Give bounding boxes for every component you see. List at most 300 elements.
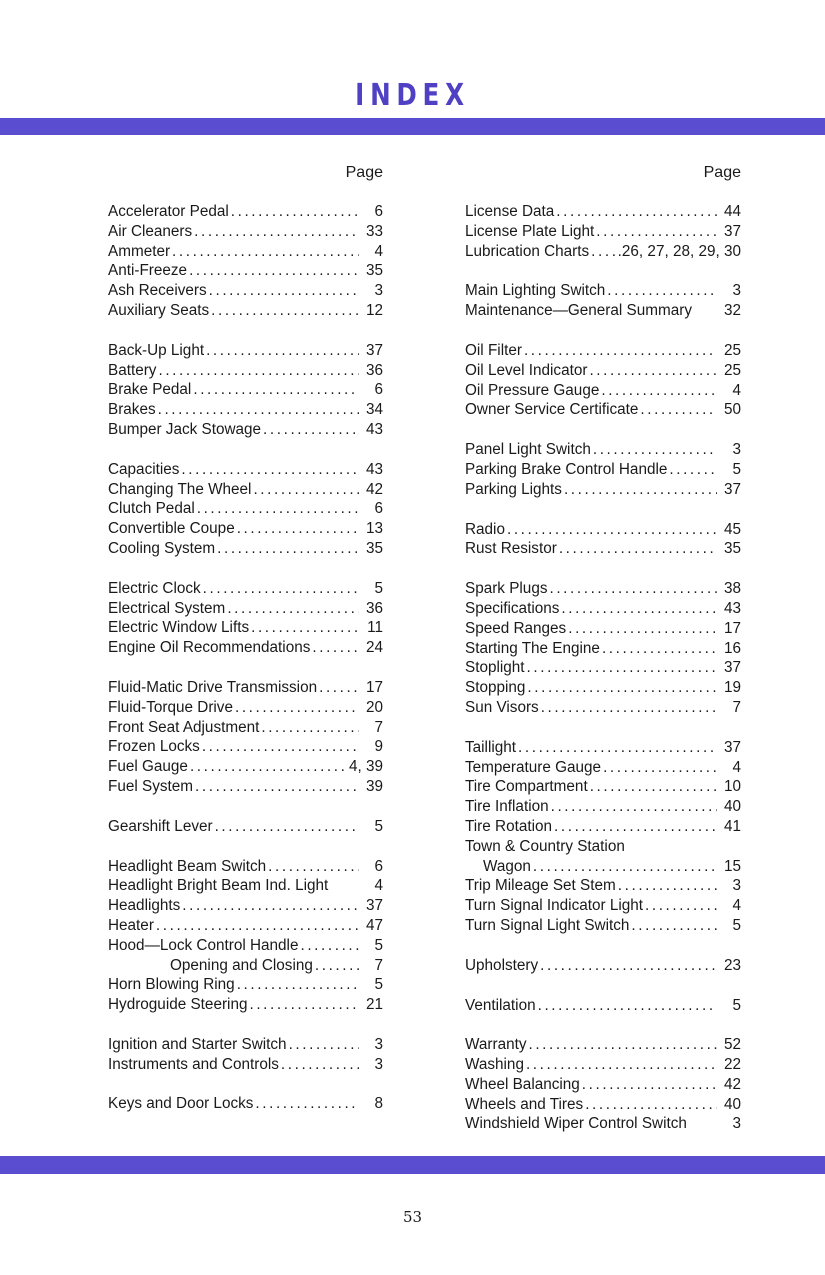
entry-page: 40 (723, 1095, 741, 1113)
leader-dots (618, 876, 717, 896)
index-entry (108, 420, 383, 440)
leader-dots (197, 499, 359, 519)
index-entry (108, 380, 383, 400)
index-entry (465, 400, 741, 420)
entry-page: 15 (723, 857, 741, 875)
index-group (108, 1035, 383, 1075)
index-group (108, 678, 383, 797)
index-entry (108, 876, 383, 896)
page-title: INDEX (355, 78, 470, 113)
entry-label: Electrical System (108, 599, 226, 617)
entry-page: 37 (723, 480, 741, 498)
entry-page: 5 (732, 916, 741, 934)
leader-dots (237, 975, 359, 995)
index-entry (108, 460, 383, 480)
entry-label: Washing (465, 1056, 524, 1074)
leader-dots (528, 1035, 717, 1055)
entry-page: 4 (732, 381, 741, 399)
index-column-right (465, 164, 741, 1154)
entry-page: 4, 39 (348, 758, 383, 776)
index-entry (465, 460, 741, 480)
leader-dots (631, 916, 717, 936)
entry-page: 3 (374, 1035, 383, 1053)
entry-label: Owner Service Certificate (465, 401, 639, 419)
leader-dots (227, 599, 359, 619)
entry-label: Ignition and Starter Switch (108, 1035, 287, 1053)
index-group (108, 857, 383, 1015)
entry-page: 23 (723, 956, 741, 974)
entry-label: Capacities (108, 460, 180, 478)
leader-dots (189, 261, 359, 281)
index-group (465, 1035, 741, 1134)
entry-page: 25 (723, 341, 741, 359)
leader-dots (556, 202, 717, 222)
entry-label: Front Seat Adjustment (108, 718, 260, 736)
leader-dots (568, 619, 717, 639)
entry-page: 19 (723, 679, 741, 697)
index-entry (108, 975, 383, 995)
index-entry (465, 301, 741, 321)
entry-page: 44 (723, 203, 741, 220)
entry-page: 4 (374, 877, 383, 895)
index-group (465, 202, 741, 261)
entry-label: Oil Filter (465, 341, 522, 359)
index-entry (108, 361, 383, 381)
entry-page: 16 (723, 639, 741, 657)
entry-page: 21 (365, 996, 383, 1014)
index-entry (465, 341, 741, 361)
entry-label: Turn Signal Indicator Light (465, 897, 643, 915)
entry-label: Temperature Gauge (465, 758, 602, 776)
index-group (465, 996, 741, 1016)
entry-page: .26, 27, 28, 29, 30 (617, 242, 741, 260)
index-entry (465, 996, 741, 1016)
entry-page: 5 (374, 579, 383, 597)
entry-label: Wheel Balancing (465, 1075, 580, 1093)
leader-dots (527, 678, 717, 698)
entry-label: Cooling System (108, 539, 216, 557)
entry-page: 25 (723, 361, 741, 379)
entry-page: 20 (365, 698, 383, 716)
entry-page: 33 (365, 222, 383, 240)
entry-label: Anti-Freeze (108, 262, 188, 280)
index-group (108, 460, 383, 559)
index-entry (465, 242, 741, 262)
leader-dots (640, 400, 717, 420)
entry-page: 5 (374, 936, 383, 954)
entry-label: Tire Rotation (465, 817, 553, 835)
leader-dots (211, 301, 359, 321)
index-entry (465, 777, 741, 797)
index-entry (465, 520, 741, 540)
entry-page: 4 (374, 242, 383, 260)
leader-dots (591, 242, 616, 262)
leader-dots (255, 1094, 359, 1114)
index-group (465, 956, 741, 976)
index-entry (108, 757, 383, 777)
leader-dots (590, 777, 717, 797)
leader-dots (541, 698, 717, 718)
index-group (108, 817, 383, 837)
index-entry (108, 857, 383, 877)
index-entry (108, 341, 383, 361)
index-entry (465, 797, 741, 817)
index-entry (465, 857, 741, 877)
index-entry (465, 837, 741, 857)
index-entry (465, 678, 741, 698)
leader-dots (202, 737, 359, 757)
leader-dots (603, 758, 717, 778)
entry-page: 36 (365, 599, 383, 617)
entry-page: 36 (365, 361, 383, 379)
index-entry (465, 1055, 741, 1075)
index-entry (465, 480, 741, 500)
leader-dots (190, 757, 347, 777)
entry-label: Ash Receivers (108, 282, 207, 300)
entry-page: 7 (374, 718, 383, 736)
entry-label: Gearshift Lever (108, 817, 213, 835)
entry-page: 6 (374, 500, 383, 518)
index-entry (108, 618, 383, 638)
leader-dots (206, 341, 359, 361)
entry-page: 13 (365, 520, 383, 538)
entry-page: 6 (374, 857, 383, 875)
leader-dots (645, 896, 717, 916)
entry-label: Instruments and Controls (108, 1055, 279, 1073)
entry-label: Main Lighting Switch (465, 282, 606, 300)
leader-dots (585, 1095, 717, 1115)
index-entry (465, 639, 741, 659)
bottom-divider-bar (0, 1156, 825, 1174)
entry-label: Wagon (483, 857, 531, 875)
index-entry (108, 1055, 383, 1075)
leader-dots (215, 817, 359, 837)
entry-label: Electric Clock (108, 579, 201, 597)
top-divider-bar (0, 118, 825, 135)
entry-label: Hydroguide Steering (108, 996, 248, 1014)
index-entry (465, 698, 741, 718)
entry-label: Clutch Pedal (108, 500, 195, 518)
entry-page: 17 (723, 619, 741, 637)
leader-dots (249, 995, 359, 1015)
entry-label: Ventilation (465, 996, 536, 1014)
leader-dots (158, 361, 359, 381)
entry-page: 17 (365, 678, 383, 696)
leader-dots (593, 440, 717, 460)
index-entry (465, 876, 741, 896)
entry-page: 22 (723, 1056, 741, 1074)
entry-page: 3 (732, 1115, 741, 1133)
entry-label: Parking Brake Control Handle (465, 460, 668, 478)
entry-label: Heater (108, 916, 154, 934)
entry-page: 52 (723, 1036, 741, 1054)
entry-page: 5 (732, 996, 741, 1014)
index-entry (465, 817, 741, 837)
entry-page: 7 (374, 956, 383, 974)
entry-page: 50 (723, 401, 741, 419)
index-entry (108, 678, 383, 698)
index-entry (108, 261, 383, 281)
entry-page: 3 (374, 282, 383, 300)
entry-label: Panel Light Switch (465, 441, 591, 459)
index-entry (465, 619, 741, 639)
page-number: 53 (402, 1208, 423, 1226)
entry-label: Trip Mileage Set Stem (465, 877, 616, 895)
leader-dots (194, 222, 359, 242)
index-entry (465, 381, 741, 401)
index-entry (108, 499, 383, 519)
index-entry (465, 956, 741, 976)
leader-dots (181, 460, 359, 480)
entry-page: 35 (365, 539, 383, 557)
entry-label: Changing The Wheel (108, 480, 252, 498)
index-group (465, 520, 741, 560)
entry-label: Spark Plugs (465, 580, 548, 598)
entry-page: 3 (374, 1055, 383, 1073)
index-entry (108, 638, 383, 658)
index-entry (465, 1095, 741, 1115)
entry-page: 3 (732, 877, 741, 895)
entry-label: License Plate Light (465, 222, 595, 240)
index-entry (108, 698, 383, 718)
leader-dots (312, 638, 359, 658)
leader-dots (263, 420, 359, 440)
index-group (465, 579, 741, 718)
index-entry (465, 222, 741, 242)
index-entry (465, 658, 741, 678)
entry-page: 8 (374, 1095, 383, 1113)
leader-dots (315, 956, 359, 976)
entry-label: Windshield Wiper Control Switch (465, 1115, 687, 1133)
leader-dots (602, 639, 717, 659)
leader-dots (209, 281, 359, 301)
entry-label: Turn Signal Light Switch (465, 916, 630, 934)
leader-dots (289, 1035, 359, 1055)
entry-label: Oil Pressure Gauge (465, 381, 600, 399)
entry-label: License Data (465, 203, 555, 220)
leader-dots (582, 1075, 717, 1095)
leader-dots (596, 222, 717, 242)
entry-page: 37 (365, 341, 383, 359)
index-entry (465, 202, 741, 222)
index-entry (108, 995, 383, 1015)
leader-dots (156, 916, 359, 936)
entry-page: 37 (723, 222, 741, 240)
entry-label: Fuel Gauge (108, 758, 188, 776)
entry-page: 5 (374, 817, 383, 835)
entry-label: Back-Up Light (108, 341, 205, 359)
entry-label: Stopping (465, 679, 526, 697)
entry-label: Headlight Beam Switch (108, 857, 267, 875)
entry-label: Engine Oil Recommendations (108, 639, 311, 657)
entry-label: Radio (465, 520, 505, 538)
leader-dots (158, 400, 359, 420)
index-group (465, 281, 741, 321)
index-entry (108, 896, 383, 916)
entry-label: Oil Level Indicator (465, 361, 588, 379)
entry-label: Upholstery (465, 956, 539, 974)
index-entry (108, 718, 383, 738)
index-entry (108, 1035, 383, 1055)
leader-dots (217, 539, 359, 559)
entry-label: Warranty (465, 1036, 527, 1054)
index-group (465, 440, 741, 499)
index-entry (108, 539, 383, 559)
leader-dots (601, 381, 717, 401)
entry-label: Ammeter (108, 242, 171, 260)
entry-page: 11 (367, 619, 383, 637)
leader-dots (231, 202, 359, 222)
entry-page: 47 (365, 916, 383, 934)
entry-page: 42 (365, 480, 383, 498)
leader-dots (551, 797, 717, 817)
entry-label: Keys and Door Locks (108, 1095, 254, 1113)
leader-dots (533, 857, 717, 877)
entry-page: 37 (723, 738, 741, 756)
leader-dots (527, 658, 717, 678)
leader-dots (564, 480, 717, 500)
entry-page: 32 (723, 302, 741, 320)
entry-label: Tire Compartment (465, 778, 588, 796)
entry-label: Stoplight (465, 659, 525, 677)
index-group (108, 341, 383, 440)
leader-dots (549, 579, 717, 599)
entry-label: Fuel System (108, 777, 194, 795)
index-group (108, 202, 383, 321)
index-group (108, 1094, 383, 1114)
leader-dots (526, 1055, 717, 1075)
entry-page: 39 (365, 777, 383, 795)
entry-label: Town & Country Station (465, 837, 625, 855)
index-entry (108, 737, 383, 757)
leader-dots (193, 380, 359, 400)
leader-dots (300, 936, 359, 956)
index-entry (108, 480, 383, 500)
entry-label: Electric Window Lifts (108, 619, 250, 637)
entry-label: Tire Inflation (465, 798, 549, 816)
leader-dots (561, 599, 717, 619)
entry-label: Parking Lights (465, 480, 562, 498)
entry-page: 43 (365, 460, 383, 478)
index-entry (108, 222, 383, 242)
index-entry (108, 242, 383, 262)
entry-page: 34 (365, 401, 383, 419)
leader-dots (237, 519, 359, 539)
entry-page: 3 (732, 441, 741, 459)
entry-page: 35 (365, 262, 383, 280)
index-group (465, 738, 741, 936)
entry-label: Frozen Locks (108, 738, 200, 756)
entry-page: 5 (374, 976, 383, 994)
entry-label: Accelerator Pedal (108, 203, 229, 220)
entry-label: Sun Visors (465, 698, 539, 716)
entry-page: 12 (365, 301, 383, 319)
entry-page: 42 (723, 1075, 741, 1093)
index-entry (108, 579, 383, 599)
index-entry (465, 579, 741, 599)
entry-label: Fluid-Matic Drive Transmission (108, 678, 318, 696)
index-entry (108, 400, 383, 420)
entry-page: 24 (365, 639, 383, 657)
index-entry (465, 440, 741, 460)
entry-label: Speed Ranges (465, 619, 567, 637)
entry-label: Taillight (465, 738, 517, 756)
index-entry (465, 1114, 741, 1134)
entry-label: Battery (108, 361, 157, 379)
index-entry (465, 758, 741, 778)
leader-dots (281, 1055, 359, 1075)
index-entry (108, 956, 383, 976)
index-entry (108, 519, 383, 539)
entry-page: 4 (732, 758, 741, 776)
entry-label: Convertible Coupe (108, 520, 235, 538)
index-entry (465, 599, 741, 619)
index-entry (108, 202, 383, 222)
index-entry (465, 1075, 741, 1095)
leader-dots (251, 618, 359, 638)
entry-label: Headlight Bright Beam Ind. Light (108, 877, 329, 895)
entry-page: 5 (732, 460, 741, 478)
index-entry (108, 281, 383, 301)
leader-dots (540, 956, 717, 976)
index-entry (465, 738, 741, 758)
entry-label: Lubrication Charts (465, 242, 590, 260)
entry-page: 9 (374, 738, 383, 756)
index-group (465, 341, 741, 420)
index-entry (108, 916, 383, 936)
leader-dots (203, 579, 359, 599)
entry-label: Headlights (108, 897, 181, 915)
entry-page: 41 (723, 817, 741, 835)
index-group (108, 579, 383, 658)
entry-label: Fluid-Torque Drive (108, 698, 233, 716)
leader-dots (319, 678, 359, 698)
page-column-header: Page (703, 164, 741, 181)
entry-page: 43 (365, 420, 383, 438)
entry-label: Maintenance—General Summary (465, 302, 693, 320)
index-entry (108, 777, 383, 797)
index-entry (108, 817, 383, 837)
leader-dots (253, 480, 359, 500)
index-entry (465, 916, 741, 936)
leader-dots (538, 996, 717, 1016)
leader-dots (524, 341, 717, 361)
entry-page: 10 (723, 778, 741, 796)
leader-dots (182, 896, 359, 916)
leader-dots (518, 738, 717, 758)
entry-page: 37 (723, 659, 741, 677)
entry-label: Wheels and Tires (465, 1095, 584, 1113)
entry-label: Hood—Lock Control Handle (108, 936, 299, 954)
leader-dots (589, 361, 717, 381)
entry-page: 45 (723, 520, 741, 538)
leader-dots (172, 242, 359, 262)
leader-dots (507, 520, 717, 540)
leader-dots (235, 698, 359, 718)
leader-dots (559, 539, 717, 559)
index-entry (465, 1035, 741, 1055)
entry-page: 43 (723, 599, 741, 617)
entry-page: 7 (732, 698, 741, 716)
entry-page: 35 (723, 540, 741, 558)
entry-page: 4 (732, 897, 741, 915)
entry-label: Brakes (108, 401, 156, 419)
entry-page: 3 (732, 282, 741, 300)
index-entry (108, 1094, 383, 1114)
page-column-header: Page (345, 164, 383, 181)
entry-label: Air Cleaners (108, 222, 193, 240)
entry-label: Horn Blowing Ring (108, 976, 235, 994)
